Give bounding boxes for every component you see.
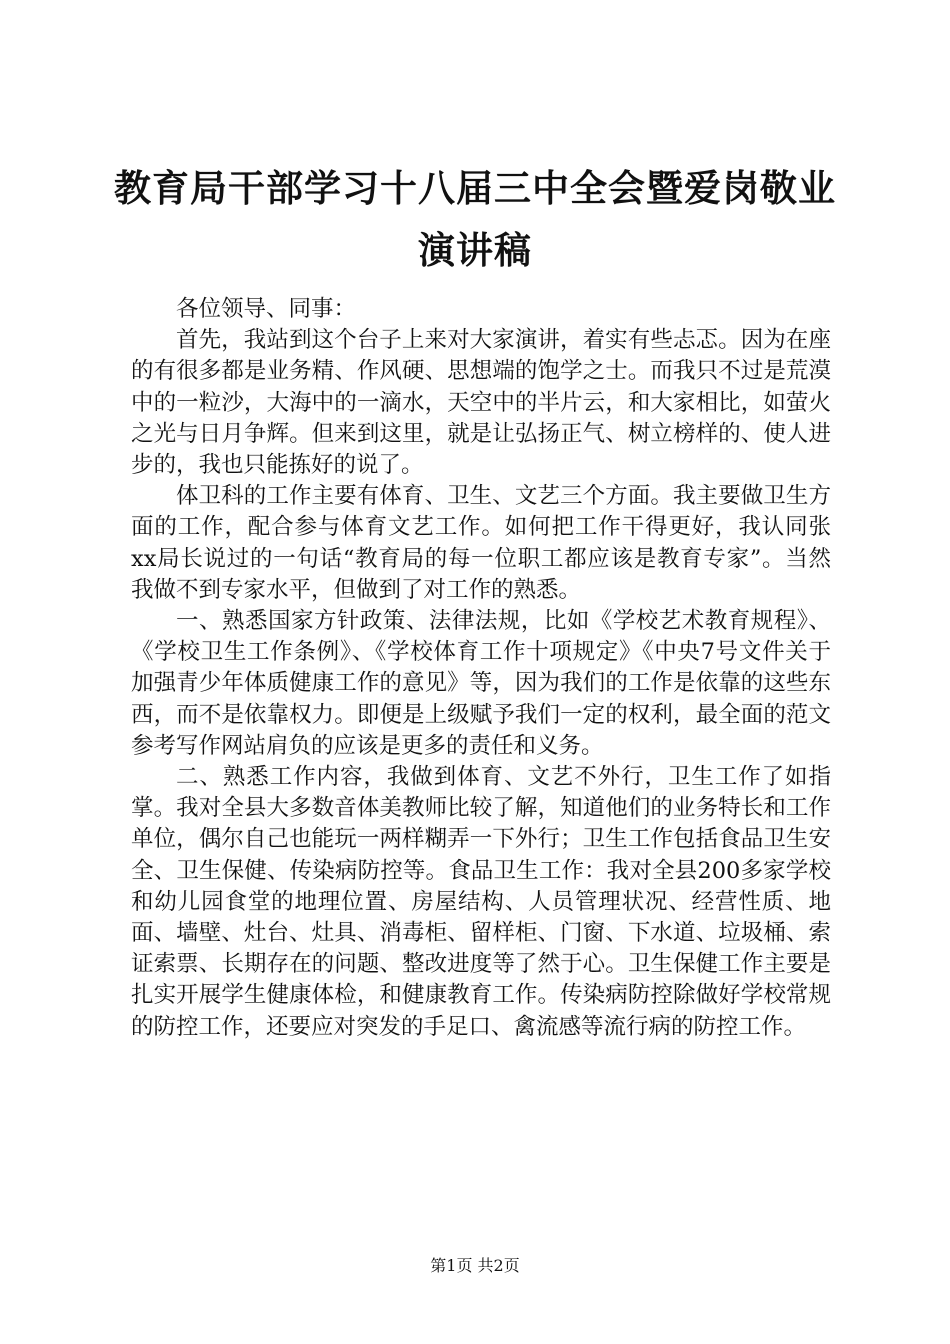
page-footer: 第1页 共2页: [430, 1256, 520, 1275]
document-title: 教育局干部学习十八届三中全会暨爱岗敬业演讲稿: [114, 167, 836, 272]
body-paragraph: 体卫科的工作主要有体育、卫生、文艺三个方面。我主要做卫生方面的工作，配合参与体育文艺工作。如何把工作干得更好，我认同张xx局长说过的一句话“教育局的每一位职工都应该是教育专家”。当然我做不到专家水平，但做到了对工作的熟悉。: [131, 483, 831, 603]
body-paragraph: 一、熟悉国家方针政策、法律法规，比如《学校艺术教育规程》、《学校卫生工作条例》、《学校体育工作十项规定》《中央7号文件关于加强青少年体质健康工作的意见》等，因为我们的工作是依靠的这些东西，而不是依靠权力。即便是上级赋予我们一定的权利，最全面的范文参考写作网站肩负的应该是更多的责任和义务。: [131, 608, 831, 759]
body-paragraph: 首先，我站到这个台子上来对大家演讲，着实有些忐忑。因为在座的有很多都是业务精、作风硬、思想端的饱学之士。而我只不过是荒漠中的一粒沙，大海中的一滴水，天空中的半片云，和大家相比，如萤火之光与日月争辉。但来到这里，就是让弘扬正气、树立榜样的、使人进步的，我也只能拣好的说了。: [131, 327, 831, 479]
document-body: [131, 294, 831, 1043]
salutation-paragraph: 各位领导、同事：: [176, 296, 357, 322]
body-paragraph: 二、熟悉工作内容，我做到体育、文艺不外行，卫生工作了如指掌。我对全县大多数音体美教师比较了解，知道他们的业务特长和工作单位，偶尔自己也能玩一两样糊弄一下外行；卫生工作包括食品卫生安全、卫生保健、传染病防控等。食品卫生工作：我对全县200多家学校和幼儿园食堂的地理位置、房屋结构、人员管理状况、经营性质、地面、墙壁、灶台、灶具、消毒柜、留样柜、门窗、下水道、垃圾桶、索证索票、长期存在的问题、整改进度等了然于心。卫生保健工作主要是扎实开展学生健康体检，和健康教育工作。传染病防控除做好学校常规的防控工作，还要应对突发的手足口、禽流感等流行病的防控工作。: [131, 764, 831, 1040]
